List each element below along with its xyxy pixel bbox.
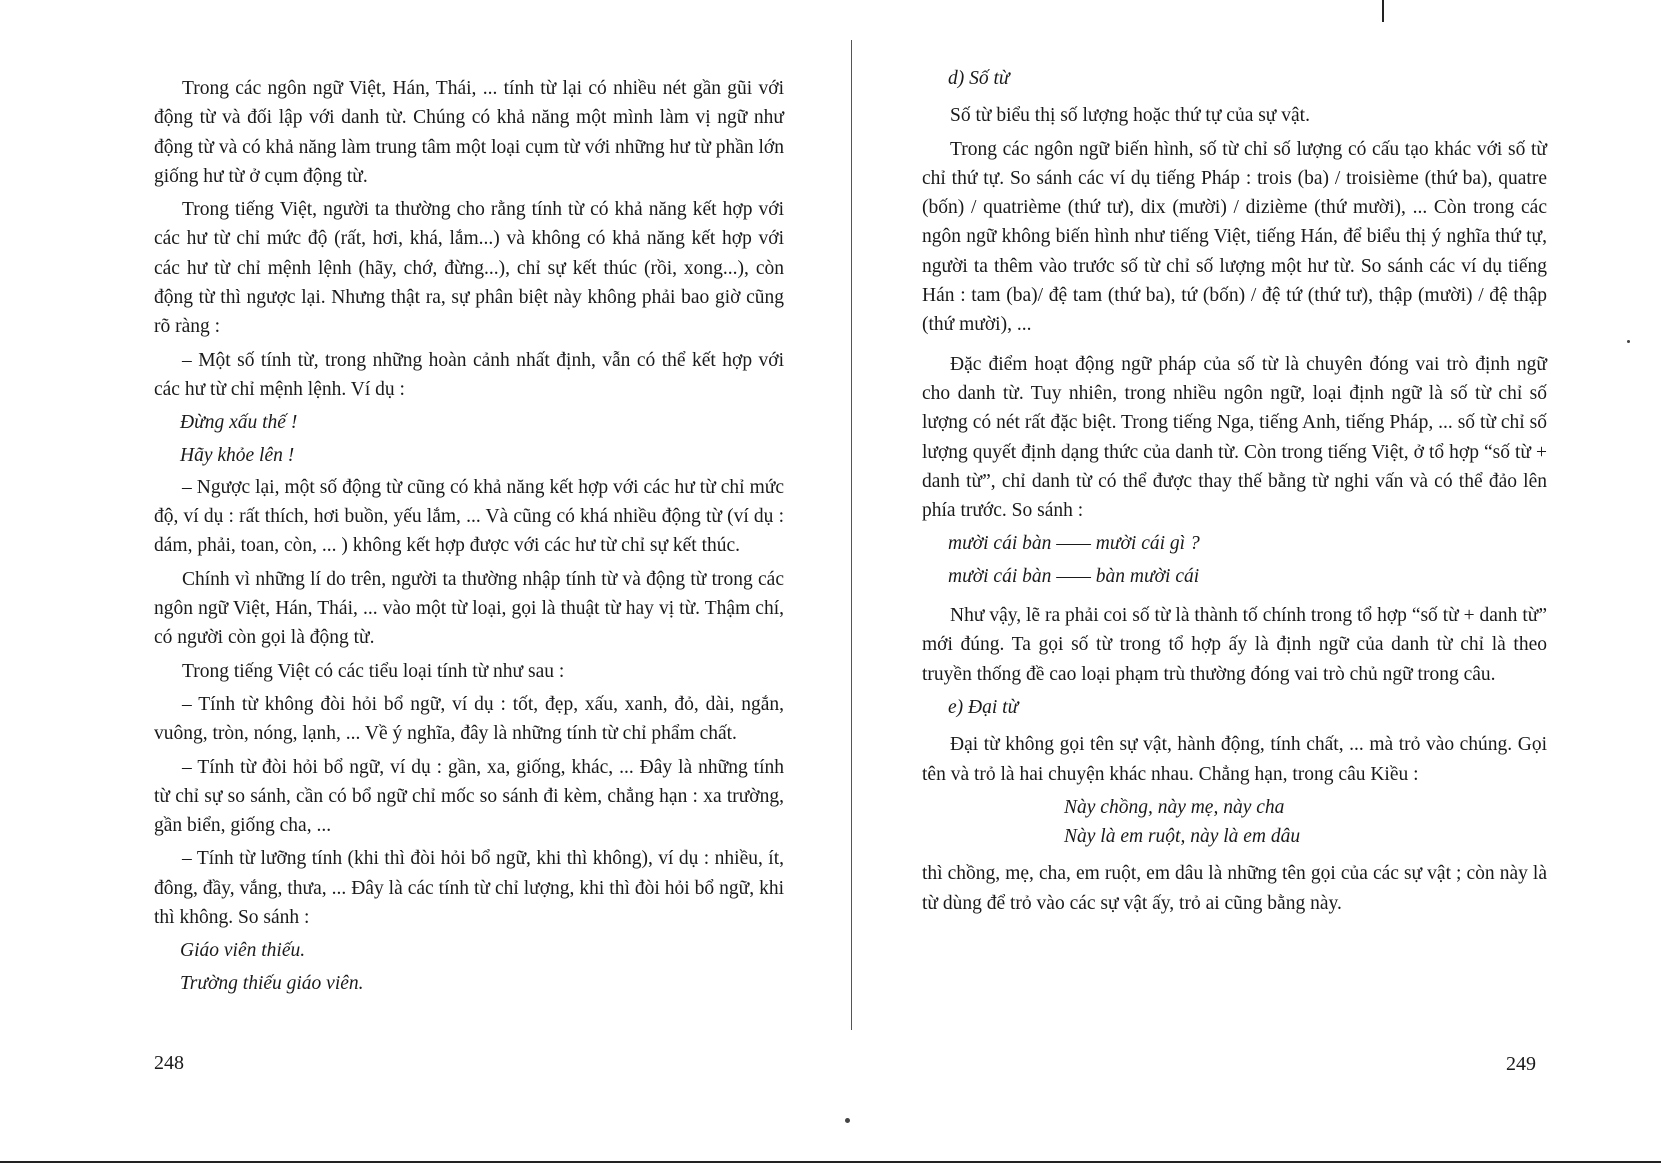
example-line: mười cái bàn —— mười cái gì ? [948,533,1200,555]
paragraph: – Một số tính từ, trong những hoàn cảnh nhất định, vẫn có thể kết hợp với các hư từ chỉ mệnh lệnh. Ví dụ : [154,349,784,400]
section-heading: e) Đại từ [948,696,1019,718]
right-page-text [922,64,1547,922]
paragraph: Đại từ không gọi tên sự vật, hành động, tính chất, ... mà trỏ vào chúng. Gọi tên và trỏ là hai chuyện khác nhau. Chẳng hạn, trong câu Kiều : [922,734,1547,785]
paragraph: – Tính từ đòi hỏi bổ ngữ, ví dụ : gần, xa, giống, khác, ... Đây là những tính từ chỉ sự so sánh, cần có bổ ngữ chỉ mốc so sánh đi kèm, chẳng hạn : xa trường, gần biển, giống cha, ... [154,756,784,837]
paragraph: Trong tiếng Việt có các tiểu loại tính từ như sau : [182,660,565,682]
scan-speck [845,1118,850,1123]
left-page-text [154,74,784,1001]
example-line: mười cái bàn —— bàn mười cái [948,565,1200,587]
paragraph: Số từ biểu thị số lượng hoặc thứ tự của sự vật. [950,105,1310,127]
paragraph: thì chồng, mẹ, cha, em ruột, em dâu là những tên gọi của các sự vật ; còn này là từ dùng để trỏ vào các sự vật ấy, trỏ ai cũng bằng này. [922,863,1547,914]
paragraph: – Ngược lại, một số động từ cũng có khả năng kết hợp với các hư từ chỉ mức độ, ví dụ : rất thích, hơi buồn, yếu lắm, ... Và cũng có khá nhiều động từ (ví dụ : dám, phải, toan, còn, ... ) không kết hợp được với các hư từ chỉ sự kết thúc. [154,476,784,557]
example-line: Hãy khỏe lên ! [180,444,295,466]
paragraph: Chính vì những lí do trên, người ta thường nhập tính từ và động từ trong các ngôn ngữ Việt, Hán, Thái, ... vào một từ loại, gọi là thuật từ hay vị từ. Thậm chí, có người còn gọi là động từ. [154,568,784,649]
paragraph: – Tính từ không đòi hỏi bổ ngữ, ví dụ : tốt, đẹp, xấu, xanh, đỏ, dài, ngắn, vuông, tròn, nóng, lạnh, ... Về ý nghĩa, đây là những tính từ chỉ phẩm chất. [154,693,784,745]
paragraph: Như vậy, lẽ ra phải coi số từ là thành tố chính trong tổ hợp “số từ + danh từ” mới đúng. Ta gọi số từ trong tổ hợp ấy là định ngữ của danh từ chỉ là theo truyền thống đề cao loại phạm trù thường đóng vai trò chủ ngữ trong câu. [922,605,1547,685]
left-page [0,0,830,1169]
scan-edge-line [0,1161,1661,1163]
example-line: Giáo viên thiếu. [180,940,306,962]
scan-speck [1627,340,1630,343]
page-number: 248 [154,1052,184,1074]
section-heading: d) Số từ [948,68,1010,89]
paragraph: – Tính từ lưỡng tính (khi thì đòi hỏi bổ ngữ, khi thì không), ví dụ : nhiều, ít, đông, đầy, vắng, thưa, ... Đây là các tính từ chỉ lượng, khi thì đòi hỏi bổ ngữ, khi thì không. So sánh : [154,848,784,929]
example-line: Đừng xấu thế ! [180,412,298,434]
page-number: 249 [1506,1053,1536,1075]
paragraph: Trong các ngôn ngữ Việt, Hán, Thái, ... tính từ lại có nhiều nét gần gũi với động từ và đối lập với danh từ. Chúng có khả năng một mình làm vị ngữ như động từ và có khả năng làm trung tâm một loại cụm từ với những hư từ phần lớn giống hư từ ở cụm động từ. [154,78,784,187]
poem-line: Này là em ruột, này là em dâu [1064,826,1301,848]
paragraph: Đặc điểm hoạt động ngữ pháp của số từ là chuyên đóng vai trò định ngữ cho danh từ. Tuy nhiên, trong nhiều ngôn ngữ, loại định ngữ là số từ chỉ số lượng có nét rất đặc biệt. Trong tiếng Nga, tiếng Anh, tiếng Pháp, ... số từ chỉ số lượng quyết định dạng thức của danh từ. Còn trong tiếng Việt, ở tổ hợp “số từ + danh từ”, chỉ danh từ có thể được thay thế bằng từ nghi vấn và có thể đảo lên phía trước. So sánh : [922,353,1547,522]
scan-mark [1382,0,1384,22]
right-page [830,0,1661,1169]
poem-line: Này chồng, này mẹ, này cha [1064,796,1285,818]
example-line: Trường thiếu giáo viên. [180,972,364,994]
paragraph: Trong các ngôn ngữ biến hình, số từ chỉ số lượng có cấu tạo khác với số từ chỉ thứ tự. So sánh các ví dụ tiếng Pháp : trois (ba) / troisième (thứ ba), quatre (bốn) / quatrième (thứ tư), dix (mười) / dizième (thứ mười), ... Còn trong các ngôn ngữ không biến hình như tiếng Việt, tiếng Hán, để biểu thị ý nghĩa thứ tự, người ta thêm vào trước số từ chỉ số lượng một hư từ. So sánh các ví dụ tiếng Hán : tam (ba)/ đệ tam (thứ ba), tứ (bốn) / đệ tứ (thứ tư), thập (mười) / đệ thập (thứ mười), ... [922,138,1547,336]
paragraph: Trong tiếng Việt, người ta thường cho rằng tính từ có khả năng kết hợp với các hư từ chỉ mức độ (rất, hơi, khá, lắm...) và không có khả năng kết hợp với các hư từ chỉ mệnh lệnh (hãy, chớ, đừng...), chỉ sự kết thúc (rồi, xong...), còn động từ thì ngược lại. Nhưng thật ra, sự phân biệt này không phải bao giờ cũng rõ ràng : [154,199,784,338]
